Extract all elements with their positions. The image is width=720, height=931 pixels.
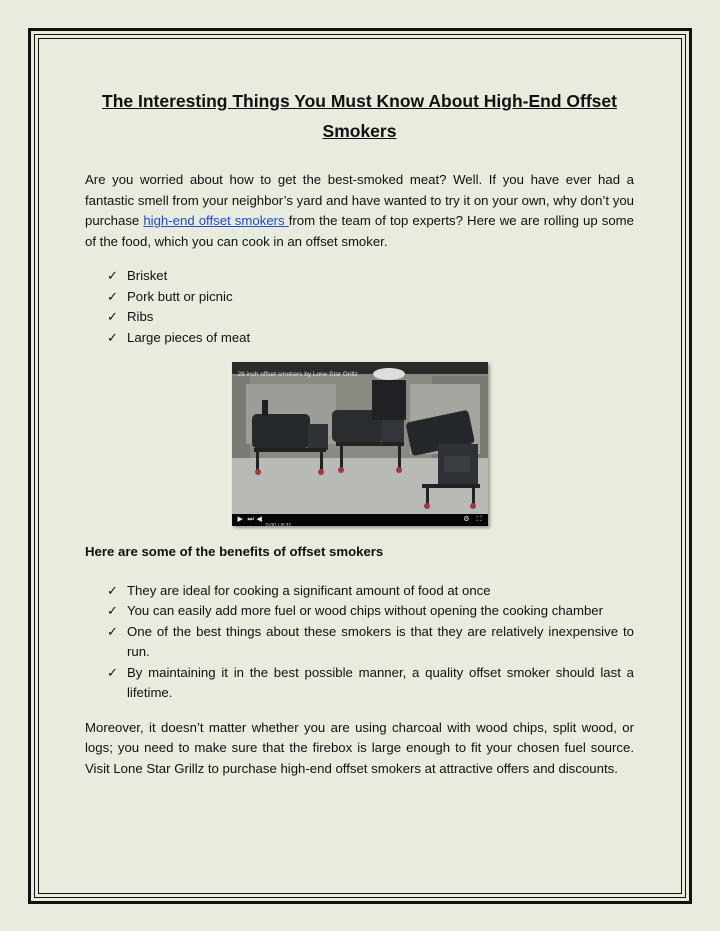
list-item [107,601,634,622]
next-icon[interactable]: ⏭ [247,516,254,523]
list-item-label: You can easily add more fuel or wood chips without opening the cooking chamber [127,603,604,618]
smokers-photo [232,362,488,526]
smokers-video-thumbnail[interactable] [232,362,488,526]
volume-icon[interactable]: ◀ [256,516,262,523]
list-item-label: Pork butt or picnic [127,288,233,304]
check-mark-icon: ✓ [107,329,118,345]
offset-smokers-link[interactable]: high-end offset smokers [143,213,289,228]
list-item [107,663,634,704]
list-item [107,581,634,602]
list-item-label: They are ideal for cooking a significant amount of food at once [127,582,491,598]
video-time: 0:00 / 8:31 [265,523,292,526]
list-item [107,328,634,349]
list-item-label: One of the best things about these smokers is that they are relatively inexpensive to run. [127,623,634,659]
check-mark-icon: ✓ [107,288,118,304]
benefits-heading: Here are some of the benefits of offset smokers [85,544,384,559]
food-list [85,266,634,348]
list-item [107,307,634,328]
list-item [107,622,634,663]
document-body [85,80,634,793]
check-mark-icon: ✓ [107,664,118,680]
play-icon[interactable]: ▶ [237,516,243,523]
list-item [107,266,634,287]
check-mark-icon: ✓ [107,603,118,618]
list-item-label: By maintaining it in the best possible manner, a quality offset smoker should last a lifetime. [127,664,634,700]
check-mark-icon: ✓ [107,268,118,283]
check-mark-icon: ✓ [107,309,118,324]
intro-paragraph [85,170,634,252]
list-item-label: Ribs [127,309,154,324]
list-item [107,287,634,308]
settings-icon[interactable]: ⚙ [463,516,470,523]
page-title: The Interesting Things You Must Know About High-End Offset Smokers [102,91,617,141]
video-controls [232,514,488,526]
intro-text-before-link: Are you worried about how to get the best-smoked meat? Well. If you have ever had a fantastic smell from your neighbor’s yard and have wanted to try it on your own, why don’t you purchase [85,172,634,228]
list-item-label: Brisket [127,268,168,283]
list-item-label: Large pieces of meat [127,329,251,345]
fullscreen-icon[interactable]: ⛶ [476,516,482,523]
intro-text-after-link: from the team of top experts? Here we are rolling up some of the food, which you can cook in an offset smoker. [85,213,634,249]
check-mark-icon: ✓ [107,623,118,639]
video-title: 28 inch offset smokers by Lone Star Grillz [237,371,358,378]
check-mark-icon: ✓ [107,582,118,598]
benefits-list [85,581,634,704]
closing-paragraph: Moreover, it doesn’t matter whether you are using charcoal with wood chips, split wood, or logs; you need to make sure that the firebox is large enough to fit your chosen fuel source. Visit Lone Star Grillz to purchase high-end offset smokers at attractive offers and discounts. [85,719,634,776]
